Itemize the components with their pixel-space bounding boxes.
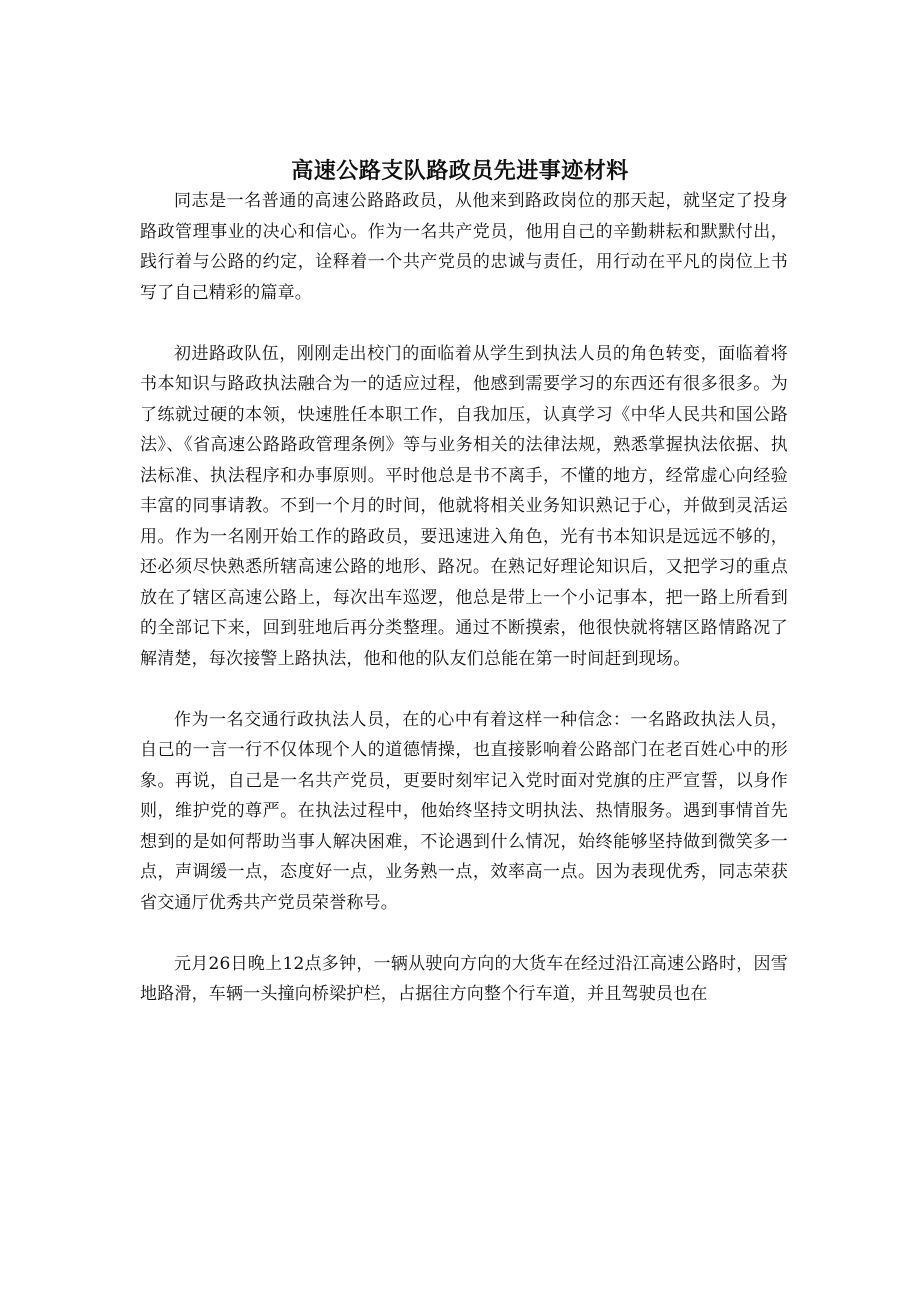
paragraph: 元月26日晚上12点多钟，一辆从驶向方向的大货车在经过沿江高速公路时，因雪地路滑，车辆一头撞向桥梁护栏，占据往方向整个行车道，并且驾驶员也在 — [140, 953, 788, 1004]
page-title: 高速公路支队路政员先进事迹材料 — [291, 157, 629, 184]
paragraph: 作为一名交通行政执法人员，在的心中有着这样一种信念：一名路政执法人员，自己的一言一行不仅体现个人的道德情操，也直接影响着公路部门在老百姓心中的形象。再说，自己是一名共产党员，更要时刻牢记入党时面对党旗的庄严宣誓，以身作则，维护党的尊严。在执法过程中，他始终坚持文明执法、热情服务。遇到事情首先想到的是如何帮助当事人解决困难，不论遇到什么情况，始终能够坚持做到微笑多一点，声调缓一点，态度好一点，业务熟一点，效率高一点。因为表现优秀，同志荣获省交通厅优秀共产党员荣誉称号。 — [140, 709, 788, 913]
document-body — [140, 186, 788, 1010]
paragraph: 初进路政队伍，刚刚走出校门的面临着从学生到执法人员的角色转变，面临着将书本知识与路政执法融合为一的适应过程，他感到需要学习的东西还有很多很多。为了练就过硬的本领，快速胜任本职工作，自我加压，认真学习《中华人民共和国公路法》、《省高速公路路政管理条例》等与业务相关的法律法规，熟悉掌握执法依据、执法标准、执法程序和办事原则。平时他总是书不离手，不懂的地方，经常虚心向经验丰富的同事请教。不到一个月的时间，他就将相关业务知识熟记于心，并做到灵活运用。作为一名刚开始工作的路政员，要迅速进入角色，光有书本知识是远远不够的，还必须尽快熟悉所辖高速公路的地形、路况。在熟记好理论知识后，又把学习的重点放在了辖区高速公路上，每次出车巡逻，他总是带上一个小记事本，把一路上所看到的全部记下来，回到驻地后再分类整理。通过不断摸索，他很快就将辖区路情路况了解清楚，每次接警上路执法，他和他的队友们总能在第一时间赶到现场。 — [140, 343, 788, 669]
paragraph: 同志是一名普通的高速公路路政员，从他来到路政岗位的那天起，就坚定了投身路政管理事业的决心和信心。作为一名共产党员，他用自己的辛勤耕耘和默默付出，践行着与公路的约定，诠释着一个共产党员的忠诚与责任，用行动在平凡的岗位上书写了自己精彩的篇章。 — [140, 191, 788, 303]
